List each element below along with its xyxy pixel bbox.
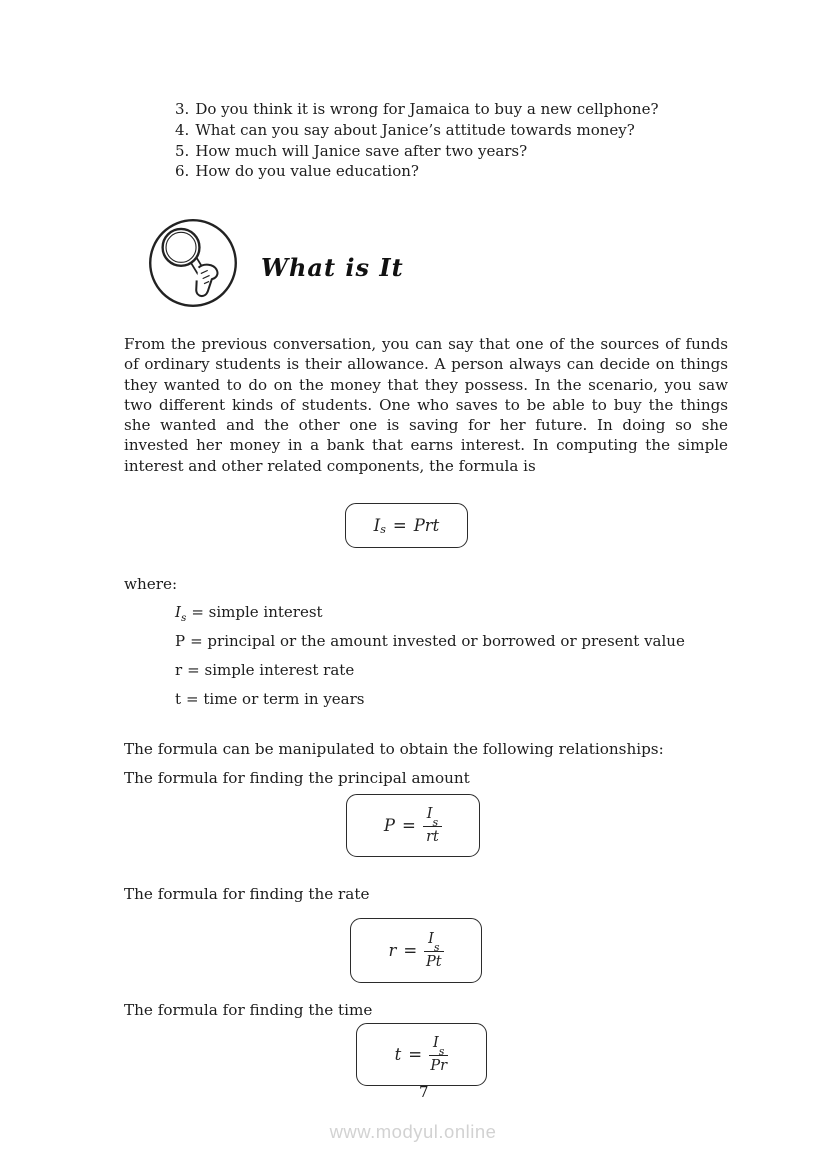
formula-box-simple-interest [345,503,468,548]
list-item [175,161,659,182]
formula-box-principal [346,794,480,857]
question-list [175,99,659,182]
definition-time [175,690,685,719]
principal-formula-caption: The formula for finding the principal amount [124,769,470,787]
where-label: where: [124,575,178,593]
definition-rate [175,661,685,690]
formula-simple-interest [374,516,440,535]
definition-simple-interest [175,603,685,632]
definitions-list [175,603,685,719]
formula-lhs-subscript: s [380,523,386,536]
fraction-numerator: $I_s$ [429,1034,448,1057]
definition-term: t [175,690,182,708]
relationships-line: The formula can be manipulated to obtain the following relationships: [124,740,664,758]
definition-principal [175,632,685,661]
definition-term: I [175,603,181,621]
section-title: What is It [261,252,404,282]
fraction-denominator: Pr [430,1058,448,1075]
fraction-denominator: Pt [426,954,442,971]
formula-rate [388,930,443,972]
formula-rhs: Prt [413,516,440,535]
equals-sign: = [392,516,407,535]
formula-lhs: P [383,815,395,835]
question-number: 3. [175,100,190,118]
fraction [424,930,443,972]
formula-time [395,1034,449,1076]
definition-text: = simple interest [191,603,323,621]
fraction [423,805,442,847]
definition-term-subscript: s [180,612,187,624]
fraction [429,1034,448,1076]
definition-text: = time or term in years [186,690,365,708]
page-number: 7 [419,1083,429,1101]
intro-paragraph: From the previous conversation, you can say that one of the sources of funds of ordinary students is their allowance. A person always can decide on things they wanted to do on the money that they possess. In the scenario, you saw two different kinds of students. One who saves to be able to buy the things she wanted and the other one is saving for her future. In doing so she invested her money in a bank that earns interest. In computing the simple interest and other related components, the formula is [124,335,728,475]
question-number: 6. [175,162,190,181]
watermark-text: www.modyul.online [329,1121,497,1142]
question-number: 4. [175,120,190,139]
magnifying-glass-hand-icon [147,217,239,309]
formula-lhs: r [388,940,397,960]
fraction-numerator: $I_s$ [424,930,443,953]
formula-principal [384,805,442,847]
formula-box-time [356,1023,487,1086]
question-text: Do you think it is wrong for Jamaica to buy a new cellphone? [195,100,659,118]
section-header [147,217,404,309]
list-item [175,99,659,120]
time-formula-caption: The formula for finding the time [124,1001,373,1019]
formula-lhs: I [373,516,381,535]
question-text: How do you value education? [195,162,419,181]
question-number: 5. [175,141,190,160]
definition-text: = principal or the amount invested or borrowed or present value [190,632,685,650]
formula-box-rate [350,918,482,983]
rate-formula-caption: The formula for finding the rate [124,885,370,903]
equals-sign: = [401,815,416,835]
definition-text: = simple interest rate [187,661,355,679]
formula-lhs: t [394,1044,402,1064]
question-text: How much will Janice save after two years? [195,141,528,160]
definition-term: r [175,661,183,679]
definition-term: P [175,632,186,650]
list-item [175,141,659,162]
fraction-denominator: rt [426,829,439,846]
equals-sign: = [403,940,418,960]
question-text: What can you say about Janice’s attitude towards money? [195,120,635,139]
list-item [175,120,659,141]
equals-sign: = [408,1044,423,1064]
fraction-numerator: $I_s$ [423,805,442,828]
